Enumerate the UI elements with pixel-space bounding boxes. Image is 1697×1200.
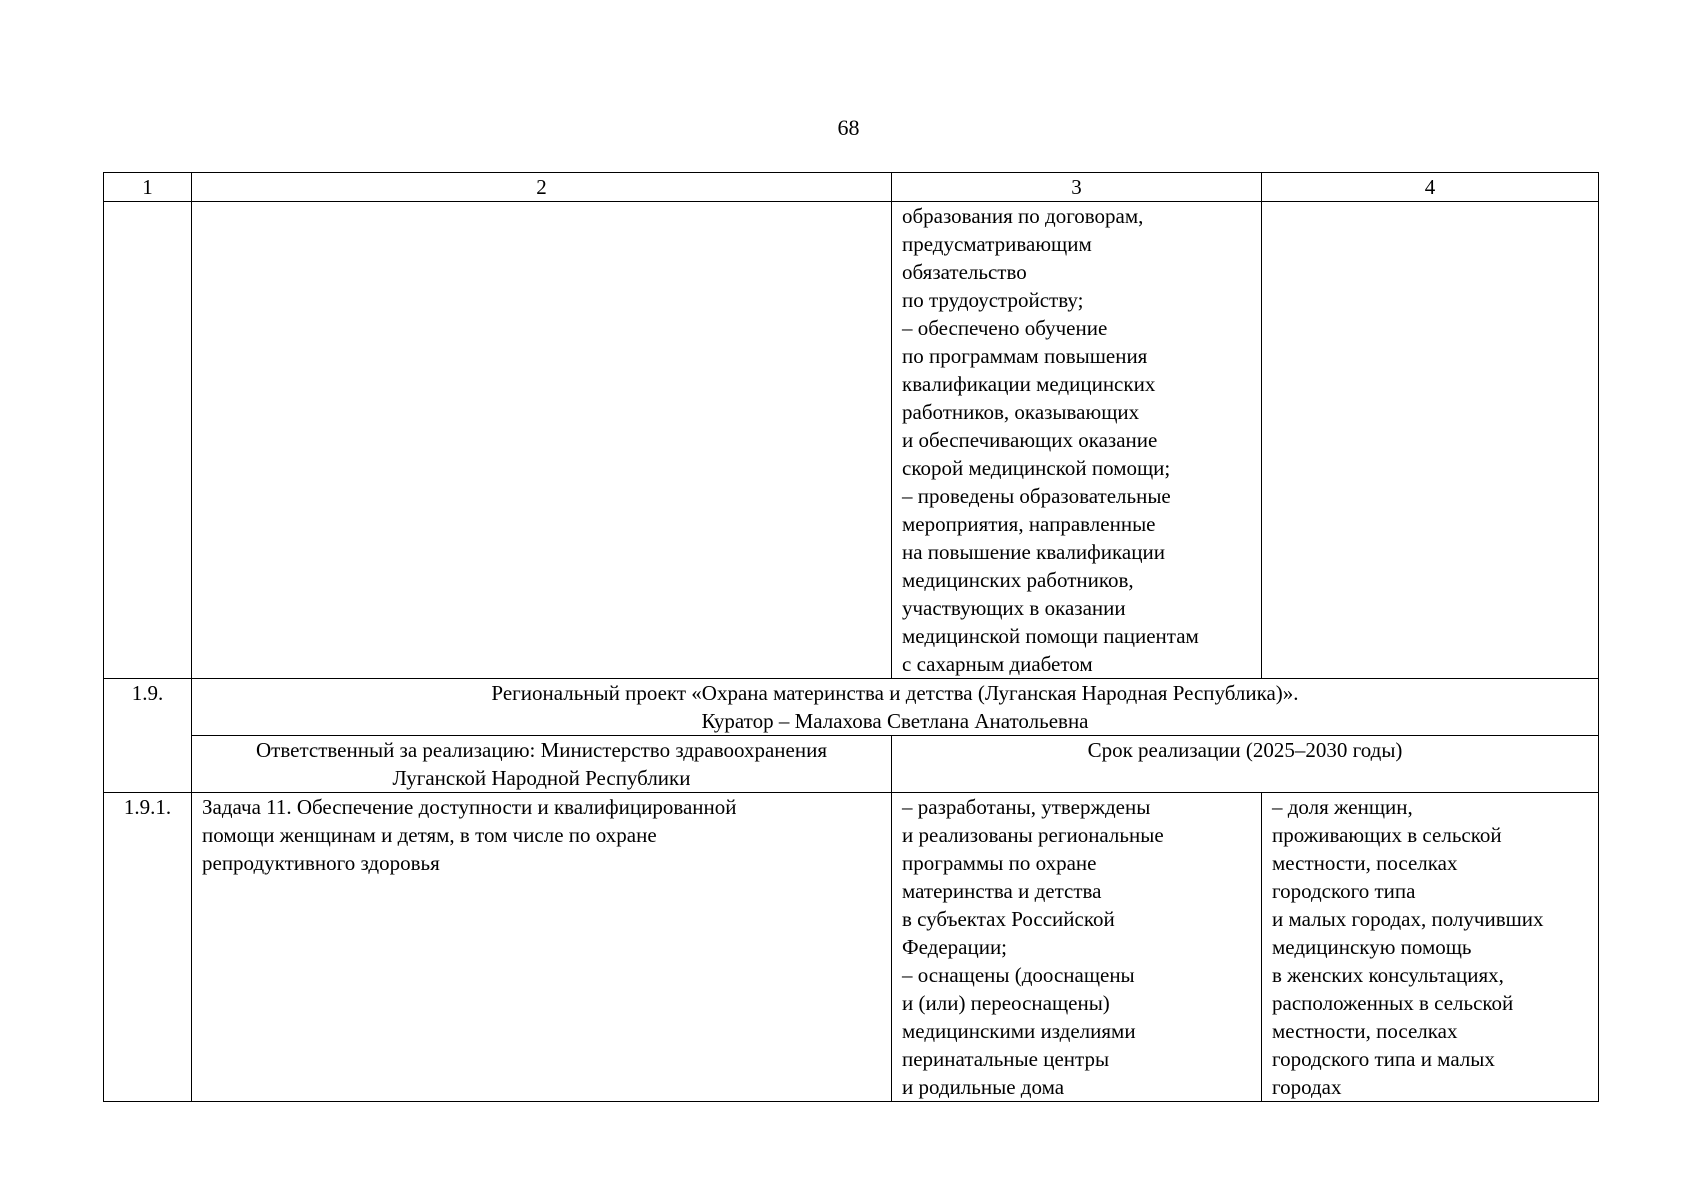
text-line: городского типа и малых [1272, 1047, 1495, 1071]
text-line: и реализованы региональные [902, 823, 1164, 847]
text-line: – проведены образовательные [902, 484, 1171, 508]
header-cell-4: 4 [1262, 173, 1599, 202]
text-line: помощи женщинам и детям, в том числе по охране [202, 823, 657, 847]
table-header-row [104, 173, 1599, 202]
measures-table [103, 172, 1599, 1102]
text-line: образования по договорам, [902, 204, 1144, 228]
text-line: материнства и детства [902, 879, 1102, 903]
table-row-project-details [104, 736, 1599, 793]
text-line: медицинской помощи пациентам [902, 624, 1199, 648]
task-results-cell [892, 793, 1262, 1102]
text-line: – доля женщин, [1272, 795, 1413, 819]
text-line: по программам повышения [902, 344, 1148, 368]
text-line: на повышение квалификации [902, 540, 1165, 564]
text-line: в женских консультациях, [1272, 963, 1504, 987]
text-line: местности, поселках [1272, 1019, 1458, 1043]
text-line: проживающих в сельской [1272, 823, 1502, 847]
continuation-results-cell [892, 202, 1262, 679]
continuation-col4-cell [1262, 202, 1599, 679]
text-line: по трудоустройству; [902, 288, 1084, 312]
continuation-col2-cell [192, 202, 892, 679]
text-line: участвующих в оказании [902, 596, 1126, 620]
header-cell-3: 3 [892, 173, 1262, 202]
text-line: и родильные дома [902, 1075, 1065, 1099]
text-line: и (или) переоснащены) [902, 991, 1110, 1015]
project-term-cell: Срок реализации (2025–2030 годы) [892, 736, 1599, 793]
text-line: обязательство [902, 260, 1027, 284]
text-line: перинатальные центры [902, 1047, 1110, 1071]
project-title: Региональный проект «Охрана материнства и детства (Луганская Народная Республика)». [491, 681, 1299, 705]
header-cell-2: 2 [192, 173, 892, 202]
text-line: скорой медицинской помощи; [902, 456, 1171, 480]
table-row-project [104, 679, 1599, 736]
project-num-cell: 1.9. [104, 679, 192, 793]
text-line: медицинских работников, [902, 568, 1134, 592]
text-line: медицинскую помощь [1272, 935, 1472, 959]
project-responsible-cell [192, 736, 892, 793]
text-line: – оснащены (дооснащены [902, 963, 1135, 987]
responsible-line: Луганской Народной Республики [392, 766, 691, 790]
header-cell-1: 1 [104, 173, 192, 202]
text-line: квалификации медицинских [902, 372, 1156, 396]
text-line: Задача 11. Обеспечение доступности и квалифицированной [202, 795, 737, 819]
table-row-task [104, 793, 1599, 1102]
project-title-cell [192, 679, 1599, 736]
task-num-cell: 1.9.1. [104, 793, 192, 1102]
text-line: мероприятия, направленные [902, 512, 1156, 536]
text-line: городах [1272, 1075, 1342, 1099]
responsible-line: Ответственный за реализацию: Министерство здравоохранения [255, 738, 828, 762]
page-number: 68 [837, 115, 860, 140]
text-line: и обеспечивающих оказание [902, 428, 1158, 452]
project-curator: Куратор – Малахова Светлана Анатольевна [701, 709, 1089, 733]
table-row-continuation [104, 202, 1599, 679]
text-line: медицинскими изделиями [902, 1019, 1136, 1043]
text-line: местности, поселках [1272, 851, 1458, 875]
text-line: – обеспечено обучение [902, 316, 1108, 340]
text-line: – разработаны, утверждены [902, 795, 1151, 819]
task-description-cell [192, 793, 892, 1102]
task-indicators-cell [1262, 793, 1599, 1102]
text-line: расположенных в сельской [1272, 991, 1514, 1015]
continuation-num-cell [104, 202, 192, 679]
text-line: работников, оказывающих [902, 400, 1140, 424]
text-line: репродуктивного здоровья [202, 851, 440, 875]
text-line: и малых городах, получивших [1272, 907, 1544, 931]
text-line: программы по охране [902, 851, 1097, 875]
text-line: городского типа [1272, 879, 1416, 903]
text-line: Федерации; [902, 935, 1008, 959]
text-line: предусматривающим [902, 232, 1092, 256]
text-line: с сахарным диабетом [902, 652, 1093, 676]
text-line: в субъектах Российской [902, 907, 1115, 931]
